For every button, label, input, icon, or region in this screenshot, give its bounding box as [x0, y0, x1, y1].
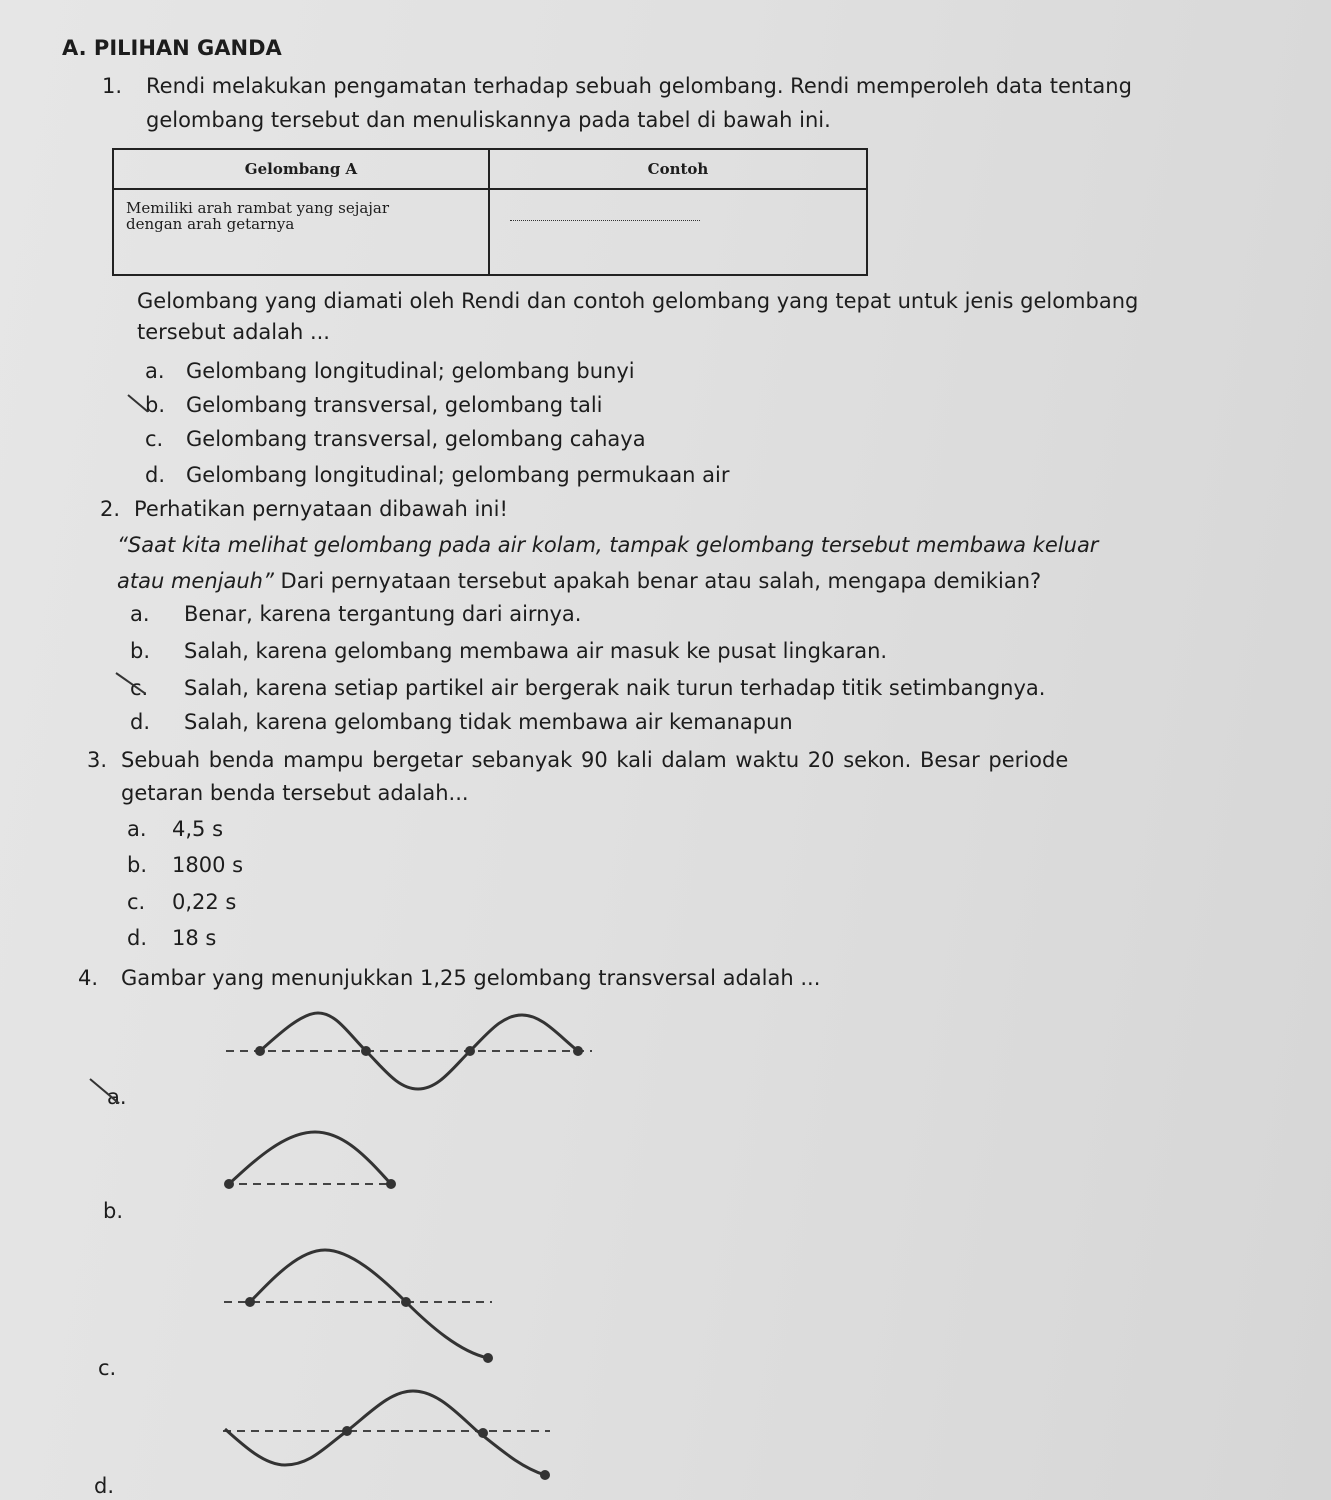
section-title: A. PILIHAN GANDA — [62, 36, 282, 60]
wave-table — [112, 148, 868, 276]
q2-quote-line2 — [117, 569, 1041, 593]
q1-option-b-text: Gelombang transversal, gelombang tali — [186, 393, 603, 417]
table-cell-left-line1: Memiliki arah rambat yang sejajar — [126, 199, 390, 217]
wave-b-curve — [229, 1132, 391, 1184]
wave-c-point — [401, 1297, 411, 1307]
wave-a-curve — [260, 1013, 578, 1089]
wave-d-point — [342, 1426, 352, 1436]
wave-c-point — [245, 1297, 255, 1307]
q1-text-line2: gelombang tersebut dan menuliskannya pada tabel di bawah ini. — [146, 108, 831, 132]
q1-stem-line1: Gelombang yang diamati oleh Rendi dan contoh gelombang yang tepat untuk jenis gelombang — [137, 289, 1139, 313]
q1-option-a-label: a. — [145, 359, 165, 383]
q2-option-c-label: c. — [130, 676, 149, 700]
q3-text-line1: Sebuah benda mampu bergetar sebanyak 90 kali dalam waktu 20 sekon. Besar periode — [121, 748, 1069, 772]
q2-text: Perhatikan pernyataan dibawah ini! — [134, 497, 508, 521]
q1-text-line1: Rendi melakukan pengamatan terhadap sebuah gelombang. Rendi memperoleh data tentang — [146, 74, 1132, 98]
q2-option-a-text: Benar, karena tergantung dari airnya. — [184, 602, 582, 626]
q3-option-c-label: c. — [127, 890, 146, 914]
table-cell-right — [489, 189, 867, 275]
q2-option-d-label: d. — [130, 710, 151, 734]
q4-text: Gambar yang menunjukkan 1,25 gelombang transversal adalah ... — [121, 966, 821, 990]
q2-option-c-text: Salah, karena setiap partikel air bergerak naik turun terhadap titik setimbangnya. — [184, 676, 1046, 700]
q3-option-a-text: 4,5 s — [172, 817, 224, 841]
wave-figure-c — [220, 1240, 510, 1370]
q2-option-b-label: b. — [130, 639, 151, 663]
q3-option-b-text: 1800 s — [172, 853, 244, 877]
table-cell-left-line2: dengan arah getarnya — [126, 215, 295, 233]
q3-option-d-label: d. — [127, 926, 148, 950]
q2-quote-line2-italic: atau menjauh” — [117, 569, 274, 593]
table-header-right: Contoh — [489, 149, 867, 189]
q3-option-c-text: 0,22 s — [172, 890, 237, 914]
wave-figure-a — [220, 1005, 600, 1100]
q3-option-b-label: b. — [127, 853, 148, 877]
wave-b-point — [386, 1179, 396, 1189]
q1-option-b-label: b. — [145, 393, 166, 417]
wave-figure-d — [215, 1385, 560, 1495]
q4-number: 4. — [78, 966, 99, 990]
q1-number: 1. — [102, 74, 123, 98]
q2-option-a-label: a. — [130, 602, 150, 626]
wave-c-point — [483, 1353, 493, 1363]
q4-option-a-label: a. — [107, 1085, 127, 1109]
table-header-left: Gelombang A — [113, 149, 489, 189]
q3-text-line2: getaran benda tersebut adalah... — [121, 781, 469, 805]
wave-d-curve — [225, 1391, 545, 1475]
wave-figure-b — [215, 1120, 405, 1195]
q1-stem-line2: tersebut adalah ... — [137, 320, 330, 344]
q2-number: 2. — [100, 497, 121, 521]
q4-option-c-label: c. — [98, 1356, 117, 1380]
answer-blank — [510, 220, 700, 221]
q1-option-c-label: c. — [145, 427, 164, 451]
q1-option-c-text: Gelombang transversal, gelombang cahaya — [186, 427, 646, 451]
table-cell-left — [113, 189, 489, 275]
q1-option-d-text: Gelombang longitudinal; gelombang permukaan air — [186, 463, 730, 487]
q4-option-d-label: d. — [94, 1474, 115, 1498]
wave-a-point — [465, 1046, 475, 1056]
q3-option-d-text: 18 s — [172, 926, 217, 950]
wave-d-point — [478, 1428, 488, 1438]
wave-b-point — [224, 1179, 234, 1189]
q2-quote-line1: “Saat kita melihat gelombang pada air kolam, tampak gelombang tersebut membawa keluar — [117, 533, 1099, 557]
wave-a-point — [361, 1046, 371, 1056]
q2-option-b-text: Salah, karena gelombang membawa air masuk ke pusat lingkaran. — [184, 639, 888, 663]
q3-number: 3. — [87, 748, 108, 772]
wave-a-point — [573, 1046, 583, 1056]
wave-c-curve — [250, 1250, 488, 1358]
wave-a-point — [255, 1046, 265, 1056]
q3-option-a-label: a. — [127, 817, 147, 841]
q1-option-d-label: d. — [145, 463, 166, 487]
q1-option-a-text: Gelombang longitudinal; gelombang bunyi — [186, 359, 635, 383]
wave-d-point — [540, 1470, 550, 1480]
q2-quote-line2-rest: Dari pernyataan tersebut apakah benar atau salah, mengapa demikian? — [273, 569, 1042, 593]
q2-option-d-text: Salah, karena gelombang tidak membawa air kemanapun — [184, 710, 793, 734]
q4-option-b-label: b. — [103, 1199, 124, 1223]
